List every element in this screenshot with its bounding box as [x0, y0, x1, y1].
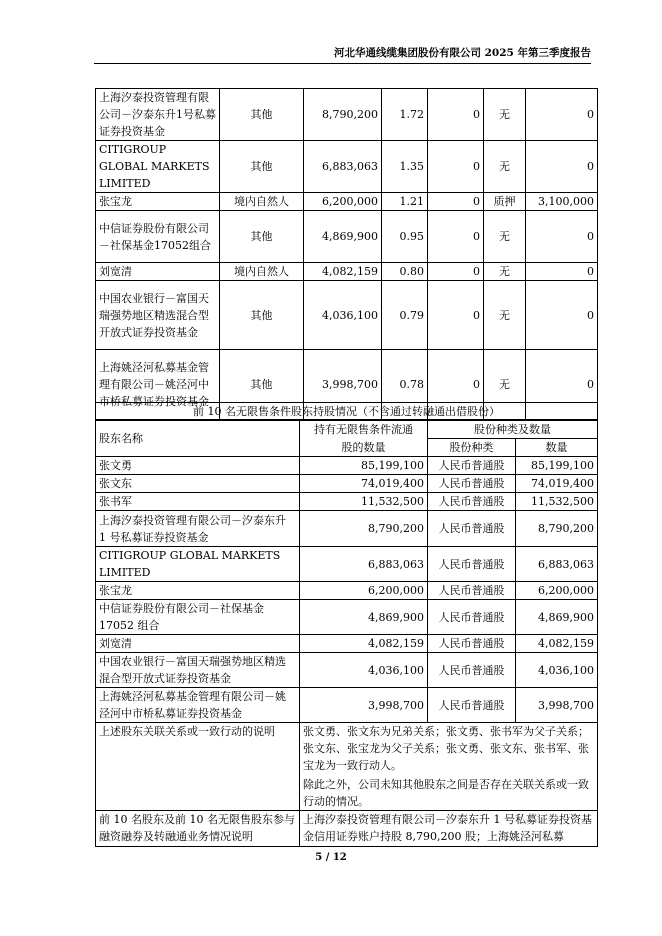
table-row — [96, 263, 598, 281]
share-type: 人民币普通股 — [428, 547, 516, 582]
pledge-qty: 0 — [526, 263, 598, 281]
holder-ratio: 1.21 — [382, 193, 428, 211]
holder-nature: 其他 — [220, 350, 304, 420]
margin-description: 上海汐泰投资管理有限公司－汐泰东升 1 号私募证券投资基金信用证券账户持股 8,790,200 股；上海姚泾河私募 — [300, 811, 598, 847]
table-row — [96, 653, 598, 688]
share-amount: 74,019,400 — [516, 475, 598, 493]
pledge-qty: 3,100,000 — [526, 193, 598, 211]
share-type: 人民币普通股 — [428, 600, 516, 635]
holder-name: 张文勇 — [96, 457, 300, 475]
pledge-status: 无 — [484, 263, 526, 281]
share-amount: 3,998,700 — [516, 688, 598, 723]
holder-name: 中信证券股份有限公司－社保基金17052 组合 — [96, 600, 300, 635]
share-type: 人民币普通股 — [428, 635, 516, 653]
col-header-amount: 数量 — [516, 439, 598, 457]
share-type: 人民币普通股 — [428, 511, 516, 547]
margin-trading-row — [96, 811, 598, 847]
col-header-type-group: 股份种类及数量 — [428, 421, 598, 439]
share-amount: 4,869,900 — [516, 600, 598, 635]
related-text-1: 张文勇、张文东为兄弟关系；张文勇、张书军为父子关系；张文东、张宝龙为父子关系；张文勇、张文东、张书军、张宝龙为一致行动人。 — [303, 725, 589, 772]
page-number: 5 / 12 — [315, 852, 347, 863]
unrestricted-holders-table — [95, 402, 598, 847]
pledge-status: 无 — [484, 211, 526, 263]
holder-name: 上海汐泰投资管理有限公司－汐泰东升 1 号私募证券投资基金 — [96, 511, 300, 547]
holder-restricted: 0 — [428, 141, 484, 193]
holder-ratio: 1.35 — [382, 141, 428, 193]
holder-name: 张文东 — [96, 475, 300, 493]
related-label: 上述股东关联关系或一致行动的说明 — [96, 723, 300, 811]
holder-qty: 4,869,900 — [300, 600, 428, 635]
pledge-status: 无 — [484, 89, 526, 141]
holder-qty: 8,790,200 — [300, 511, 428, 547]
holder-name: 刘宽清 — [96, 635, 300, 653]
holder-name: 上海姚泾河私募基金管理有限公司－姚泾河中市桥私募证券投资基金 — [96, 688, 300, 723]
section-title: 前 10 名无限售条件股东持股情况（不含通过转融通出借股份） — [96, 403, 598, 421]
top10-holders-table — [95, 88, 598, 420]
holder-name: 中国农业银行－富国天瑞强势地区精选混合型开放式证券投资基金 — [96, 281, 220, 350]
header-rule — [94, 63, 591, 64]
share-amount: 8,790,200 — [516, 511, 598, 547]
holder-qty: 4,082,159 — [300, 635, 428, 653]
holder-restricted: 0 — [428, 281, 484, 350]
share-amount: 4,036,100 — [516, 653, 598, 688]
holder-name: 上海姚泾河私募基金管理有限公司－姚泾河中市桥私募证券投资基金 — [96, 350, 220, 420]
holder-shares: 8,790,200 — [304, 89, 382, 141]
holder-restricted: 0 — [428, 263, 484, 281]
holder-qty: 4,036,100 — [300, 653, 428, 688]
table-row — [96, 141, 598, 193]
section-title-row — [96, 403, 598, 421]
holder-name: CITIGROUP GLOBAL MARKETS LIMITED — [96, 547, 300, 582]
holder-restricted: 0 — [428, 193, 484, 211]
holder-shares: 4,869,900 — [304, 211, 382, 263]
pledge-status: 质押 — [484, 193, 526, 211]
holder-nature: 其他 — [220, 211, 304, 263]
holder-qty: 11,532,500 — [300, 493, 428, 511]
holder-shares: 6,200,000 — [304, 193, 382, 211]
holder-restricted: 0 — [428, 89, 484, 141]
col-header-type: 股份种类 — [428, 439, 516, 457]
share-type: 人民币普通股 — [428, 653, 516, 688]
holder-name: 张书军 — [96, 493, 300, 511]
col-header-qty-line2: 股的数量 — [300, 439, 428, 457]
share-type: 人民币普通股 — [428, 457, 516, 475]
share-amount: 6,883,063 — [516, 547, 598, 582]
holder-name: 中信证券股份有限公司－社保基金17052组合 — [96, 211, 220, 263]
holder-nature: 其他 — [220, 281, 304, 350]
pledge-qty: 0 — [526, 281, 598, 350]
table-row — [96, 493, 598, 511]
holder-qty: 74,019,400 — [300, 475, 428, 493]
holder-nature: 其他 — [220, 89, 304, 141]
holder-qty: 3,998,700 — [300, 688, 428, 723]
holder-qty: 6,200,000 — [300, 582, 428, 600]
holder-name: 张宝龙 — [96, 193, 220, 211]
share-type: 人民币普通股 — [428, 475, 516, 493]
holder-name: 张宝龙 — [96, 582, 300, 600]
share-amount: 4,082,159 — [516, 635, 598, 653]
holder-name: 中国农业银行－富国天瑞强势地区精选混合型开放式证券投资基金 — [96, 653, 300, 688]
pledge-status: 无 — [484, 281, 526, 350]
holder-shares: 4,082,159 — [304, 263, 382, 281]
pledge-qty: 0 — [526, 211, 598, 263]
table-row — [96, 600, 598, 635]
table-row — [96, 475, 598, 493]
holder-ratio: 0.78 — [382, 350, 428, 420]
holder-shares: 3,998,700 — [304, 350, 382, 420]
holder-qty: 6,883,063 — [300, 547, 428, 582]
table-row — [96, 688, 598, 723]
holder-ratio: 0.80 — [382, 263, 428, 281]
holder-ratio: 0.79 — [382, 281, 428, 350]
holder-ratio: 1.72 — [382, 89, 428, 141]
table-row — [96, 635, 598, 653]
table-row — [96, 193, 598, 211]
holder-shares: 6,883,063 — [304, 141, 382, 193]
holder-name: 上海汐泰投资管理有限公司－汐泰东升1号私募证券投资基金 — [96, 89, 220, 141]
holder-restricted: 0 — [428, 211, 484, 263]
pledge-qty: 0 — [526, 141, 598, 193]
holder-nature: 境内自然人 — [220, 263, 304, 281]
holder-nature: 其他 — [220, 141, 304, 193]
holder-nature: 境内自然人 — [220, 193, 304, 211]
holder-ratio: 0.95 — [382, 211, 428, 263]
share-type: 人民币普通股 — [428, 493, 516, 511]
related-description — [300, 723, 598, 811]
related-parties-row — [96, 723, 598, 811]
pledge-qty: 0 — [526, 350, 598, 420]
table-row — [96, 89, 598, 141]
holder-shares: 4,036,100 — [304, 281, 382, 350]
share-type: 人民币普通股 — [428, 688, 516, 723]
related-text-2: 除此之外，公司未知其他股东之间是否存在关联关系或一致行动的情况。 — [303, 778, 589, 808]
table-row — [96, 457, 598, 475]
holder-name: CITIGROUP GLOBAL MARKETS LIMITED — [96, 141, 220, 193]
pledge-qty: 0 — [526, 89, 598, 141]
holder-restricted: 0 — [428, 350, 484, 420]
holder-name: 刘宽清 — [96, 263, 220, 281]
margin-label: 前 10 名股东及前 10 名无限售股东参与融资融券及转融通业务情况说明 — [96, 811, 300, 847]
col-header-name: 股东名称 — [96, 421, 300, 457]
table-row — [96, 547, 598, 582]
table-row — [96, 281, 598, 350]
table-row — [96, 211, 598, 263]
pledge-status: 无 — [484, 350, 526, 420]
col-header-qty: 持有无限售条件流通 — [300, 421, 428, 439]
holder-qty: 85,199,100 — [300, 457, 428, 475]
share-amount: 6,200,000 — [516, 582, 598, 600]
table-row — [96, 511, 598, 547]
page-header: 河北华通线缆集团股份有限公司 2025 年第三季度报告 — [333, 47, 591, 59]
share-type: 人民币普通股 — [428, 582, 516, 600]
share-amount: 11,532,500 — [516, 493, 598, 511]
pledge-status: 无 — [484, 141, 526, 193]
table-row — [96, 582, 598, 600]
share-amount: 85,199,100 — [516, 457, 598, 475]
header-row — [96, 421, 598, 439]
